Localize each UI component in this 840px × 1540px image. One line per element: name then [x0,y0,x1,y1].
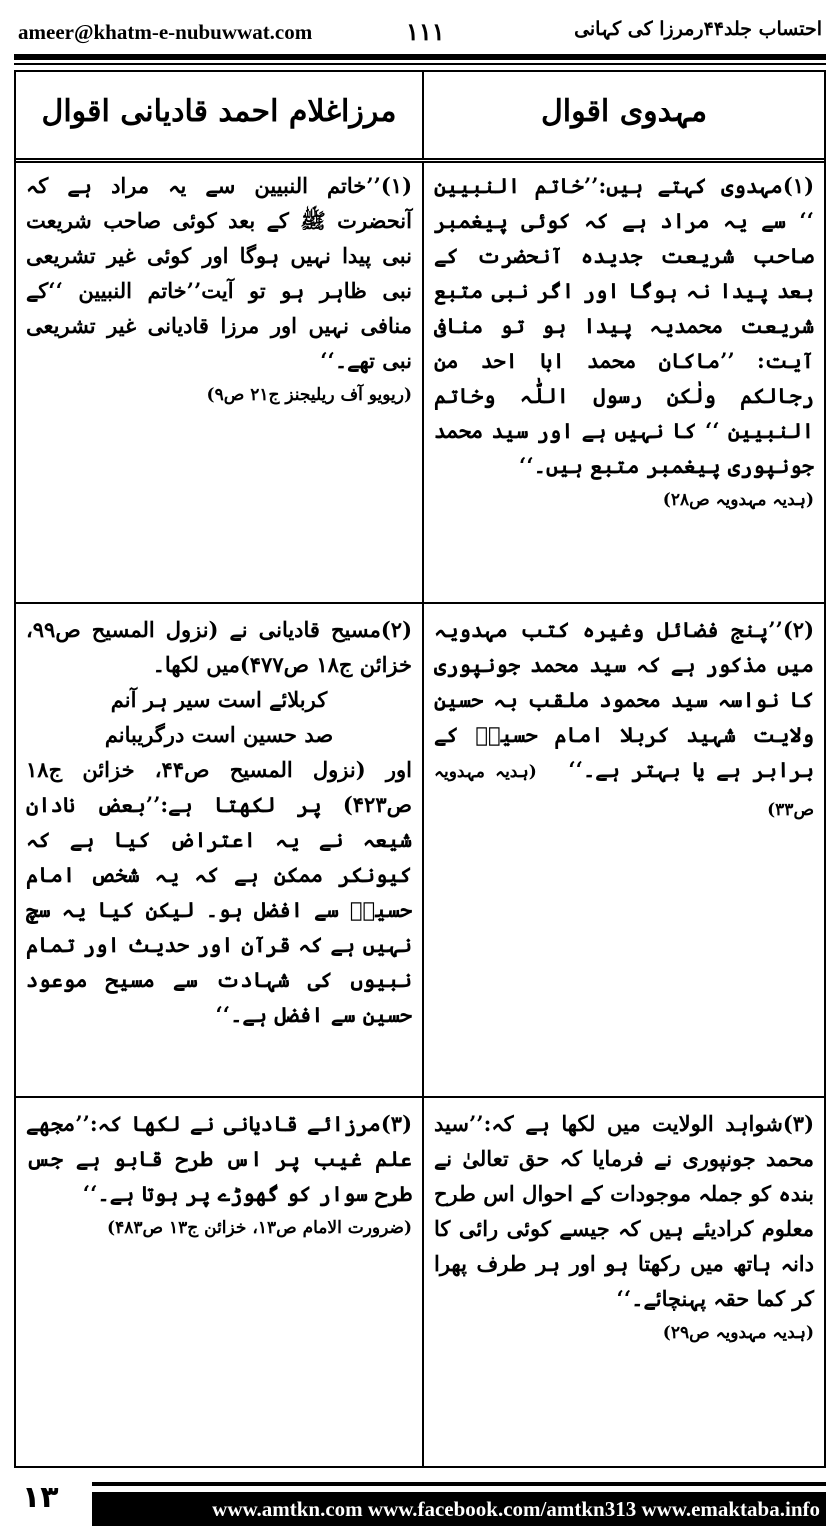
row2-divider [16,1096,824,1098]
footer-rule [92,1482,826,1486]
row3-mahdavi-text: (۳)شواہد الولایت میں لکھا ہے کہ:’’سید محمد جونپوری نے فرمایا کہ حق تعالیٰ نے بندہ کو جملہ موجودات کے احوال اس طرح معلوم کرادیئے ہیں کہ جیسے کوئی رائی کا دانہ ہاتھ میں رکھتا ہو اور ہر طرف پھرا کر کما حقہ پہنچائے۔‘‘ [434,1111,814,1311]
heading-qadiani: مرزاغلام احمد قادیانی اقوال [41,94,397,129]
row2-qadiani-text: اور (نزول المسیح ص۴۴، خزائن ج۱۸ ص۴۲۳) پر لکھتا ہے:’’بعض نادان شیعہ نے یہ اعتراض کیا ہے کہ کیونکر ممکن ہے کہ یہ شخص امام حسینؓ سے افضل ہو۔ لیکن کیا یہ سچ نہیں ہے کہ قرآن اور حدیث اور تمام نبیوں کی شہادت سے مسیح موعود حسین سے افضل ہے۔‘‘ [26,757,412,1027]
row1-mahdavi-text: (۱)مہدوی کہتے ہیں:’’خاتم النبیین ‘‘ سے یہ مراد ہے کہ کوئی پیغمبر صاحب شریعت جدیدہ آنحضرت کے بعد پیدا نہ ہوگا اور اگر نبی متبع شریعت محمدیہ پیدا ہو تو منافی آیت: ’’ماکان محمد ابا احد من رجالکم ولٰکن رسول اللّٰہ وخاتم النبیین ‘‘ کا نہیں ہے اور سید محمد جونپوری پیغمبر متبع ہیں۔‘‘ [434,173,814,478]
row3-qadiani-ref: (ضرورت الامام ص۱۳، خزائن ج۱۳ ص۴۸۳) [107,1218,412,1238]
row2-mahdavi-cell [424,612,824,1092]
comparison-table [14,70,826,1468]
heading-mahdavi: مہدوی اقوال [540,94,708,129]
page-header [14,12,826,52]
row3-mahdavi-ref: (ہدیہ مہدویہ ص۲۹) [662,1323,814,1343]
heading-divider [16,158,824,163]
page-footer [14,1478,826,1530]
header-email[interactable]: ameer@khatm-e-nubuwwat.com [18,20,313,44]
header-rule-thin [14,63,826,65]
footer-links[interactable]: www.amtkn.com www.facebook.com/amtkn313 www.emaktaba.info [92,1492,826,1526]
row2-qadiani-intro: (۲)مسیح قادیانی نے (نزول المسیح ص۹۹، خزائن ج۱۸ ص۴۷۷)میں لکھا۔ [26,617,412,677]
row2-mahdavi-ref: (ہدیہ مہدویہ ص۳۳) [434,762,814,820]
row1-divider [16,602,824,604]
row2-qadiani-verse-2: صد حسین است درگریبانم [104,722,334,747]
row3-qadiani-text: (۳)مرزائے قادیانی نے لکھا کہ:’’مجھے علم غیب پر اس طرح قابو ہے جس طرح سوار کو گھوڑے پر ہوتا ہے۔‘‘ [26,1111,412,1206]
header-title: احتساب جلد۴۴رمرزا کی کہانی [574,18,822,40]
row3-mahdavi-cell [424,1106,824,1461]
row2-mahdavi-text: (۲)’’پنج فضائل وغیرہ کتب مہدویہ میں مذکور ہے کہ سید محمد جونپوری کا نواسہ سید محمود ملقب بہ حسینِ ولایت شہید کربلا امام حسینؓ کے برابر ہے یا بہتر ہے۔‘‘ [434,617,815,782]
header-rule-thick [14,54,826,60]
row1-mahdavi-cell [424,168,824,598]
row1-qadiani-text: (۱)’’خاتم النبیین سے یہ مراد ہے کہ آنحضرت ﷺ کے بعد کوئی صاحب شریعت نبی پیدا نہیں ہوگا اور کوئی غیر تشریعی نبی ظاہر ہو تو آیت’’خاتم النبیین ‘‘کے منافی نہیں اور مرزا قادیانی غیر تشریعی نبی تھے۔‘‘ [26,173,412,373]
row1-mahdavi-ref: (ہدیہ مہدویہ ص۲۸) [662,490,814,510]
header-page-marker: ١١١ [406,20,445,46]
row1-qadiani-ref: (ریویو آف ریلیجنز ج۲۱ ص۹) [206,385,412,405]
row2-qadiani-verse-1: کربلائے است سیر ہر آنم [110,687,328,712]
row2-qadiani-cell [16,612,422,1092]
row3-qadiani-cell [16,1106,422,1461]
page-number: ۱۳ [22,1480,59,1515]
row1-qadiani-cell [16,168,422,598]
